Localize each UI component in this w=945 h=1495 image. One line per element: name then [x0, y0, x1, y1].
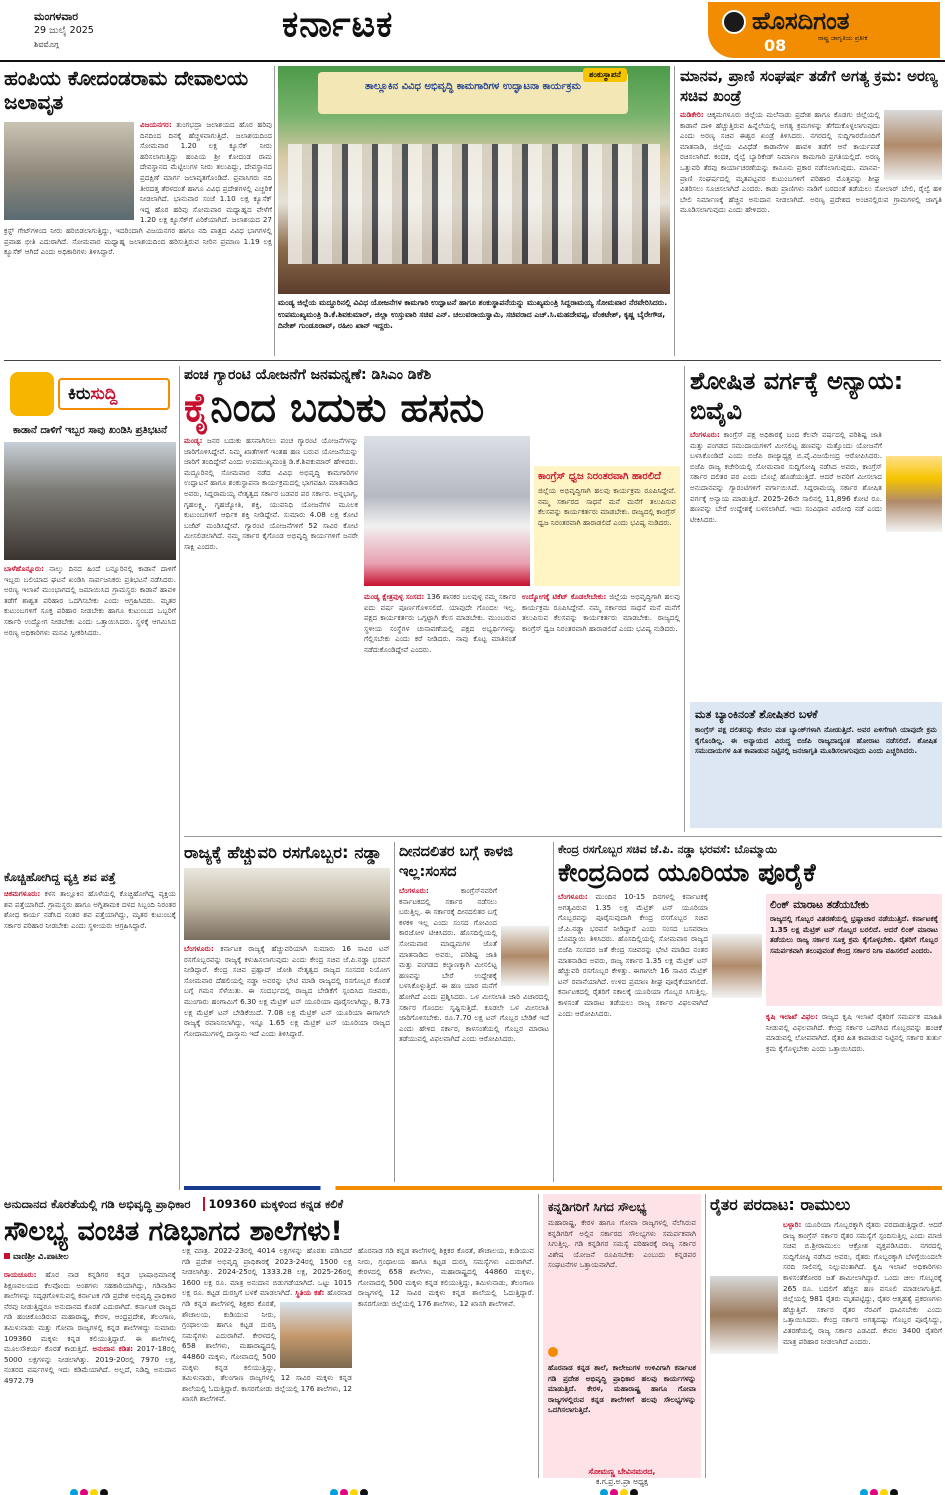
- divider: [674, 66, 675, 356]
- kiru-label-box: [58, 378, 170, 410]
- sub2-schools: ಸ್ಥಿತಿಯ ಕತೆ:: [295, 1288, 325, 1298]
- section-title: ಕರ್ನಾಟಕ: [282, 4, 394, 45]
- kicker-schools-b: 109360 ಮಕ್ಕಳಿಂದ ಕನ್ನಡ ಕಲಿಕೆ: [203, 1197, 348, 1211]
- event-stage-photo: [278, 66, 670, 294]
- school-building-photo: [280, 1302, 352, 1368]
- headline-nadda: ರಾಜ್ಯಕ್ಕೆ ಹೆಚ್ಚುವರಿ ರಸಗೊಬ್ಬರ: ನಡ್ಡಾ: [184, 843, 382, 862]
- dateline-schools: ರಾಯಚೂರು:: [4, 1270, 37, 1279]
- headline-kannadigas: ಕನ್ನಡಿಗರಿಗೆ ಸಿಗದ ಸೌಲಭ್ಯ: [548, 1200, 647, 1214]
- body-text-khandre: ಚಿಕ್ಕಮಗಳೂರು ಜಿಲ್ಲೆಯ ಮಲೆನಾಡು ಪ್ರದೇಶ ಹಾಗೂ ಕೊಡಗು ಜಿಲ್ಲೆಯಲ್ಲಿ ಕಾಡಾನೆ ದಾಳಿ ಹೆಚ್ಚುತ್ತಿರುವ ಹಿನ್ನೆಲೆಯಲ್ಲಿ ಅಗತ್ಯ ಕ್ರಮಗಳನ್ನು ತೆಗೆದುಕೊಳ್ಳಲಾಗುವುದು ಎಂದು ಅರಣ್ಯ ಸಚಿವ ಈಶ್ವರ ಖಂಡ್ರೆ ತಿಳಿಸಿದರು. ನಗರದಲ್ಲಿ ಸುದ್ದಿಗಾರರೊಂದಿಗೆ ಮಾತನಾಡಿ, ಜಿಲ್ಲೆಯ ವಿವಿಧೆಡೆ ಕಾಡಾನೆಗಳ ಹಾವಳಿ ತಡೆಗೆ ಆನೆ ಕಾರ್ಯಪಡೆ ರಚಿಸಲಾಗಿದೆ. ಕಂದಕ, ರೈಲ್ವೆ ಬ್ಯಾರಿಕೇಡ್ ನಿರ್ಮಾಣ ಕಾಮಗಾರಿ ಪ್ರಗತಿಯಲ್ಲಿದೆ. ಅರಣ್ಯ ಒತ್ತುವರಿ ತೆರವು ಕಾರ್ಯಾಚರಣೆಯನ್ನು ಕಾನೂನು ಪ್ರಕಾರ ನಡೆಸಲಾಗುವುದು. ಮಾನವ-ಪ್ರಾಣಿ ಸಂಘರ್ಷದಲ್ಲಿ ಮೃತಪಟ್ಟವರ ಕುಟುಂಬಗಳಿಗೆ ಪರಿಹಾರ ಮೊತ್ತವನ್ನು ಶೀಘ್ರ ವಿತರಿಸಲು ಸೂಚಿಸಲಾಗಿದೆ ಎಂದರು. ಕಾಡು ಪ್ರಾಣಿಗಳು ನಾಡಿಗೆ ಬರದಂತೆ ತಡೆಯಲು ಸೋಲಾರ್ ಬೇಲಿ, ರೈಲ್ವೆ ಹಳಿ ಬೇಲಿ ನಿರ್ಮಾಣಕ್ಕೆ ಹೆಚ್ಚಿನ ಅನುದಾನ ನೀಡಲಾಗಿದೆ. ಅರಣ್ಯ ಪ್ರದೇಶದ ಅಂಚಿನಲ್ಲಿರುವ ಗ್ರಾಮಗಳಲ್ಲಿ ಜಾಗೃತಿ ಮೂಡಿಸಲಾಗುವುದು ಎಂದು ಹೇಳಿದರು.: [680, 110, 942, 215]
- col-bommai-2: [766, 1012, 942, 1182]
- headline-ramulu: ರೈತರ ಪರದಾಟ: ರಾಮುಲು: [710, 1195, 851, 1214]
- masthead: [0, 0, 945, 62]
- khandre-portrait: [884, 110, 942, 180]
- body-text-guarantee: ಜನರ ಬದುಕು ಹಸನಾಗಿಸಲು ಪಂಚ ಗ್ಯಾರಂಟಿ ಯೋಜನೆಗಳನ್ನು ಜಾರಿಗೊಳಿಸಿದ್ದೇವೆ. ನಿಮ್ಮ ಖಾತೆಗಳಿಗೆ ಇಂತಹ ಹಣ ಬರುವ ಯೋಜನೆಯನ್ನು ಜಾರಿಗೆ ತಂದಿದ್ದೇವೆ ಎಂದು ಉಪಮುಖ್ಯಮಂತ್ರಿ ಡಿ.ಕೆ.ಶಿವಕುಮಾರ್ ಹೇಳಿದರು. ಮದ್ದೂರಿನಲ್ಲಿ ಸೋಮವಾರ ನಡೆದ ವಿವಿಧ ಅಭಿವೃದ್ಧಿ ಕಾಮಗಾರಿಗಳ ಉದ್ಘಾಟನೆ ಹಾಗೂ ಶಂಕುಸ್ಥಾಪನಾ ಕಾರ್ಯಕ್ರಮದಲ್ಲಿ ಭಾಗವಹಿಸಿ ಮಾತನಾಡಿದ ಅವರು, ಸಿದ್ದರಾಮಯ್ಯ ನೇತೃತ್ವದ ಸರ್ಕಾರ ಬಡವರ ಪರ ಸರ್ಕಾರ. ಅನ್ನಭಾಗ್ಯ, ಗೃಹಲಕ್ಷ್ಮಿ, ಗೃಹಜ್ಯೋತಿ, ಶಕ್ತಿ, ಯುವನಿಧಿ ಯೋಜನೆಗಳ ಮೂಲಕ ಕುಟುಂಬಗಳಿಗೆ ಆರ್ಥಿಕ ಶಕ್ತಿ ನೀಡಿದ್ದೇವೆ. ಸುಮಾರು 4.08 ಲಕ್ಷ ಕೋಟಿ ಬಜೆಟ್ ಮಂಡಿಸಿದ್ದೇವೆ. ಗ್ಯಾರಂಟಿ ಯೋಜನೆಗಳಿಗೆ 52 ಸಾವಿರ ಕೋಟಿ ಮೀಸಲಿಡಲಾಗಿದೆ. ನಮ್ಮ ಸರ್ಕಾರ ಕೈಗೊಂಡ ಅಭಿವೃದ್ಧಿ ಕಾರ್ಯಗಳಿಗೆ ಜನರೇ ಸಾಕ್ಷಿ ಎಂದರು.: [184, 436, 358, 551]
- brand-plate: [708, 2, 940, 58]
- kicker-guarantee: ಪಂಚ ಗ್ಯಾರಂಟಿ ಯೋಜನೆಗೆ ಜನಮನ್ನಣೆ: ಡಿಸಿಎಂ ಡಿಕೆಶಿ: [184, 367, 432, 383]
- body-text-body-found: ಕಳಸ ತಾಲ್ಲೂಕಿನ ಹೊಳೆಯಲ್ಲಿ ಕೊಚ್ಚಿಹೋಗಿದ್ದ ವ್ಯಕ್ತಿಯ ಶವ ಪತ್ತೆಯಾಗಿದೆ. ಗ್ರಾಮಸ್ಥರು ಹಾಗೂ ಅಗ್ನಿಶಾಮಕ ದಳದ ಸಿಬ್ಬಂದಿ ನಿರಂತರ ಶೋಧ ಕಾರ್ಯ ನಡೆಸಿದ ನಂತರ ಶವ ಪತ್ತೆಯಾಗಿದ್ದು, ಮೃತರ ಕುಟುಂಬಕ್ಕೆ ಸರ್ಕಾರ ಪರಿಹಾರ ನೀಡಬೇಕು ಎಂದು ಸ್ಥಳೀಯರು ಆಗ್ರಹಿಸಿದ್ದಾರೆ.: [4, 889, 176, 930]
- cyan-dot: [70, 1489, 78, 1495]
- col-schools-3: [358, 1246, 534, 1478]
- magenta-dot: [870, 1489, 878, 1495]
- divider: [274, 66, 275, 356]
- sub-bommai: ಕೃಷಿ ಇಲಾಖೆ ವಿಫಲ:: [766, 1012, 818, 1021]
- dateline-bommai: ಬೆಂಗಳೂರು:: [558, 892, 588, 901]
- divider: [553, 842, 554, 1182]
- masthead-day: ಮಂಗಳವಾರ: [34, 10, 79, 23]
- article-bommai: [558, 842, 942, 1182]
- nadda-meeting-photo: [184, 868, 390, 940]
- cyan-dot: [860, 1489, 868, 1495]
- body-guarantee-cont: ಜಿಲ್ಲೆಯ ಅಭಿವೃದ್ಧಿಗಾಗಿ ಹಲವು ಕಾರ್ಯಕ್ರಮ ರೂಪಿಸಿದ್ದೇವೆ. ನಮ್ಮ ಸರ್ಕಾರದ ಸಾಧನೆ ಮನೆ ಮನೆಗೆ ತಲುಪಿಸುವ ಕೆಲಸವನ್ನು ಕಾರ್ಯಕರ್ತರು ಮಾಡಬೇಕು. ರಾಜ್ಯದಲ್ಲಿ ಕಾಂಗ್ರೆಸ್ ಧ್ವಜ ನಿರಂತರವಾಗಿ ಹಾರಾಡಲಿದೆ ಎಂದು ಭವಿಷ್ಯ ನುಡಿದರು.: [522, 592, 680, 633]
- magenta-dot: [80, 1489, 88, 1495]
- body-text-bommai: ಮುಂದಿನ 10-15 ದಿನಗಳಲ್ಲಿ ಕರ್ನಾಟಕಕ್ಕೆ ಅಗತ್ಯವಿರುವ 1.35 ಲಕ್ಷ ಮೆಟ್ರಿಕ್ ಟನ್ ಯೂರಿಯಾ ಗೊಬ್ಬರವನ್ನು ಪೂರೈಸುವುದಾಗಿ ಕೇಂದ್ರ ರಸಗೊಬ್ಬರ ಸಚಿವ ಜೆ.ಪಿ.ನಡ್ಡಾ ಭರವಸೆ ನೀಡಿದ್ದಾರೆ ಎಂದು ಸಂಸದ ಬಸವರಾಜ ಬೊಮ್ಮಾಯಿ ತಿಳಿಸಿದರು. ಹೊಸದಿಲ್ಲಿಯಲ್ಲಿ ಸೋಮವಾರ ರಾಜ್ಯದ ಬಿಜೆಪಿ ಸಂಸದರ ಜತೆ ಕೇಂದ್ರ ಸಚಿವರನ್ನು ಭೇಟಿ ಮಾಡಿದ ನಂತರ ಮಾತನಾಡಿದ ಅವರು, ರಾಜ್ಯ ಸರ್ಕಾರ 1.35 ಲಕ್ಷ ಮೆಟ್ರಿಕ್ ಟನ್ ಹೆಚ್ಚುವರಿ ರಸಗೊಬ್ಬರ ಕೇಳಿತ್ತು. ಈಗಾಗಲೇ 16 ಸಾವಿರ ಮೆಟ್ರಿಕ್ ಟನ್ ರವಾನೆಯಾಗಿದೆ. ಉಳಿದ ಪ್ರಮಾಣ ಶೀಘ್ರ ಪೂರೈಕೆಯಾಗಲಿದೆ. ಕರ್ನಾಟಕದಲ್ಲಿ ರೈತರಿಗೆ ಸಕಾಲಕ್ಕೆ ಯೂರಿಯಾ ಗೊಬ್ಬರ ಸಿಗುತ್ತಿಲ್ಲ. ಕಾಳಸಂತೆ ಮಾರಾಟ ತಡೆಯಲು ರಾಜ್ಯ ಸರ್ಕಾರ ವಿಫಲವಾಗಿದೆ ಎಂದು ಆರೋಪಿಸಿದರು.: [558, 892, 708, 1018]
- hampi-temple-photo: [4, 122, 134, 220]
- divider: [705, 1194, 706, 1478]
- ramulu-portrait: [710, 1276, 778, 1354]
- black-dot: [360, 1489, 368, 1495]
- body-text-kiru: ನಾಲ್ಕು ದಿನದ ಹಿಂದೆ ಬನ್ನೂರಿನಲ್ಲಿ ಕಾಡಾನೆ ದಾಳಿಗೆ ಇಬ್ಬರು ಬಲಿಯಾದ ಘಟನೆ ಖಂಡಿಸಿ ಸಾರ್ವಜನಿಕರು ಪ್ರತಿಭಟನೆ ನಡೆಸಿದರು. ಅರಣ್ಯ ಇಲಾಖೆ ಮುಂಭಾಗದಲ್ಲಿ ಜಮಾಯಿಸಿದ ಗ್ರಾಮಸ್ಥರು ಕಾಡಾನೆ ಹಾವಳಿ ತಡೆಗೆ ಶಾಶ್ವತ ಪರಿಹಾರ ಒದಗಿಸಬೇಕು ಎಂದು ಆಗ್ರಹಿಸಿದರು. ಮೃತರ ಕುಟುಂಬಗಳಿಗೆ ಸೂಕ್ತ ಪರಿಹಾರ ನೀಡಬೇಕು ಹಾಗೂ ಕುಟುಂಬದ ಒಬ್ಬರಿಗೆ ಸರ್ಕಾರಿ ಉದ್ಯೋಗ ನೀಡಬೇಕು ಎಂದು ಒತ್ತಾಯಿಸಿದರು. ಸ್ಥಳಕ್ಕೆ ಆಗಮಿಸಿದ ಅರಣ್ಯ ಅಧಿಕಾರಿಗಳು ಮನವಿ ಸ್ವೀಕರಿಸಿದರು.: [4, 564, 176, 637]
- dateline-kiru: ಬಾಳೆಹೊನ್ನೂರು:: [4, 564, 45, 573]
- registration-marks-right: [600, 1482, 640, 1495]
- divider: [184, 836, 942, 837]
- event-caption: ಮಂಡ್ಯ ಜಿಲ್ಲೆಯ ಮದ್ದೂರಿನಲ್ಲಿ ವಿವಿಧ ಯೋಜನೆಗಳ ಕಾಮಗಾರಿ ಉದ್ಘಾಟನೆ ಹಾಗೂ ಶಂಕುಸ್ಥಾಪನೆಯನ್ನು ಮುಖ್ಯಮಂತ್ರಿ ಸಿದ್ದರಾಮಯ್ಯ ಸೋಮವಾರ ನೆರವೇರಿಸಿದರು. ಉಪಮುಖ್ಯಮಂತ್ರಿ ಡಿ.ಕೆ.ಶಿವಕುಮಾರ್, ಜಿಲ್ಲಾ ಉಸ್ತುವಾರಿ ಸಚಿವ ಎನ್. ಚಲುವರಾಯಸ್ವಾಮಿ, ಸಚಿವರಾದ ಎಚ್.ಸಿ.ಮಹದೇವಪ್ಪ, ವೆಂಕಟೇಶ್, ಕೃಷ್ಣ ಬೈರೇಗೌಡ, ದಿನೇಶ್ ಗುಂಡೂರಾವ್, ರಹೀಂ ಖಾನ್ ಇದ್ದರು.: [278, 298, 668, 330]
- event-tag: ಶಂಕುಸ್ಥಾಪನೆ: [583, 68, 627, 82]
- black-dot: [630, 1489, 638, 1495]
- box-body-link-sale: ರಾಜ್ಯದಲ್ಲಿ ಗೊಬ್ಬರ ವಿತರಣೆಯಲ್ಲಿ ಭ್ರಷ್ಟಾಚಾರ ನಡೆಯುತ್ತಿದೆ. ಕರ್ನಾಟಕಕ್ಕೆ 1.35 ಲಕ್ಷ ಮೆಟ್ರಿಕ್ ಟನ್ ಗೊಬ್ಬರ ಬರಲಿದೆ. ಆದರೆ ಲಿಂಕ್ ಮಾರಾಟ ತಡೆಯಲು ರಾಜ್ಯ ಸರ್ಕಾರ ಸೂಕ್ತ ಕ್ರಮ ಕೈಗೊಳ್ಳಬೇಕು. ರೈತರಿಗೆ ಗೊಬ್ಬರ ಸಮರ್ಪಕವಾಗಿ ತಲುಪುವಂತೆ ಕೇಂದ್ರ ಸರ್ಕಾರ ನಿಗಾ ವಹಿಸಲಿದೆ ಎಂದರು.: [770, 914, 938, 955]
- protest-photo: [4, 442, 176, 560]
- col-guarantee-1: [184, 436, 358, 832]
- dateline-byv: ಬೆಂಗಳೂರು:: [690, 430, 720, 439]
- col-bommai-1: [558, 892, 708, 1182]
- yellow-dot: [350, 1489, 358, 1495]
- box-link-sale: [766, 894, 942, 1006]
- col-schools-2: [182, 1246, 352, 1478]
- article-hampi: [4, 66, 272, 356]
- kicker-bommai: ಕೇಂದ್ರ ರಸಗೊಬ್ಬರ ಸಚಿವ ಜೆ.ಪಿ. ನಡ್ಡಾ ಭರವಸೆ: ಬೊಮ್ಮಾಯಿ: [558, 843, 778, 856]
- dateline-nadda: ಬೆಂಗಳೂರು:: [184, 944, 214, 953]
- article-kannadigas: [543, 1194, 701, 1486]
- body-kannadigas: ಮಹಾರಾಷ್ಟ್ರ, ಕೇರಳ ಹಾಗೂ ಗೋವಾ ರಾಜ್ಯಗಳಲ್ಲಿ ನೆಲೆಸಿರುವ ಕನ್ನಡಿಗರಿಗೆ ಅಲ್ಲಿನ ಸರ್ಕಾರದ ಸೌಲಭ್ಯಗಳು ಸಮರ್ಪಕವಾಗಿ ಸಿಗುತ್ತಿಲ್ಲ. ಗಡಿ ಕನ್ನಡಿಗರ ಸಮಸ್ಯೆ ಪರಿಹಾರಕ್ಕೆ ರಾಜ್ಯ ಸರ್ಕಾರ ವಿಶೇಷ ಯೋಜನೆ ರೂಪಿಸಬೇಕು ಎಂಬುದು ಕನ್ನಡಪರ ಸಂಘಟನೆಗಳ ಒತ್ತಾಯವಾಗಿದೆ.: [548, 1218, 696, 1270]
- inner-box-flag: [534, 466, 680, 586]
- headline-hampi: ಹಂಪಿಯ ಕೋದಂಡರಾಮ ದೇವಾಲಯ ಜಲಾವೃತ: [4, 66, 249, 114]
- article-karjol: [399, 842, 549, 1182]
- cyan-dot: [600, 1489, 608, 1495]
- black-dot: [100, 1489, 108, 1495]
- article-kiru-suddi: [4, 366, 176, 866]
- col-schools-1: [4, 1270, 176, 1478]
- quote-dot-icon: [548, 1347, 558, 1357]
- divider: [179, 366, 180, 1190]
- headline-khandre: ಮಾನವ, ಪ್ರಾಣಿ ಸಂಘರ್ಷ ತಡೆಗೆ ಅಗತ್ಯ ಕ್ರಮ: ಅರಣ್ಯ ಸಚಿವ ಖಂಡ್ರೆ: [680, 67, 938, 105]
- dateline-hampi: ವಿಜಯನಗರ:: [140, 120, 172, 129]
- dateline-karjol: ಬೆಂಗಳೂರು:: [399, 886, 429, 895]
- black-dot: [890, 1489, 898, 1495]
- body-khandre: [680, 110, 942, 350]
- article-byv: [690, 366, 942, 832]
- bommai-portrait: [712, 934, 762, 998]
- event-people-row: [288, 144, 660, 264]
- headline-rest: ನಿಂದ ಬದುಕು ಹಸನು: [210, 385, 485, 431]
- dateline-khandre: ಮಡಿಕೇರಿ:: [680, 110, 704, 119]
- kiru-label-b: ಸುದ್ದಿ: [90, 384, 118, 404]
- body-ramulu: [710, 1220, 942, 1478]
- quote-box-kannadigas: [548, 1342, 696, 1487]
- brand-name: ಹೊಸದಿಗಂತ: [752, 7, 850, 35]
- headline-schools: ಸೌಲಭ್ಯ ವಂಚಿತ ಗಡಿಭಾಗದ ಶಾಲೆಗಳು!: [4, 1216, 343, 1247]
- body-text-karjol: ಕಾಂಗ್ರೆಸ್‌ನವರಿಗೆ ಕರ್ನಾಟಕದಲ್ಲಿ ಸರ್ಕಾರ ನಡೆಸಲು ಬರುತ್ತಿಲ್ಲ. ಈ ಸರ್ಕಾರಕ್ಕೆ ದೀನದಲಿತರ ಬಗ್ಗೆ ಕಳಕಳಿ ಇಲ್ಲ ಎಂದು ಸಂಸದ ಗೋವಿಂದ ಕಾರಜೋಳ ಟೀಕಿಸಿದರು. ಹೊಸದಿಲ್ಲಿಯಲ್ಲಿ ಸೋಮವಾರ ಮಾಧ್ಯಮಗಳ ಜೊತೆ ಮಾತನಾಡಿದ ಅವರು, ಪರಿಶಿಷ್ಟ ಜಾತಿ ಮತ್ತು ಪಂಗಡದ ಕಲ್ಯಾಣಕ್ಕಾಗಿ ಮೀಸಲಿಟ್ಟ ಹಣವನ್ನು ಬೇರೆ ಉದ್ದೇಶಕ್ಕೆ ಬಳಸಿಕೊಳ್ಳುತ್ತಿದೆ. ಈ ಹಣ ಯಾರ ಮನೆಗೆ ಹೋಗಿದೆ ಎಂದು ಪ್ರಶ್ನಿಸಿದರು. ಒಳ ಮೀಸಲಾತಿ ಜಾರಿ ವಿಚಾರದಲ್ಲಿ ಸರ್ಕಾರ ಗೊಂದಲ ಸೃಷ್ಟಿಸುತ್ತಿದೆ. ಕೂಡಲೇ ಒಳ ಮೀಸಲಾತಿ ಜಾರಿಗೊಳಿಸಬೇಕು. ರೂ.7.70 ಲಕ್ಷ ಟನ್ ಗೊಬ್ಬರ ಬೇಡಿಕೆ ಇದೆ ಎಂದು ಹೇಳಿದ ಸರ್ಕಾರ, ಕಾಳಸಂತೆಯಲ್ಲಿ ಗೊಬ್ಬರ ಮಾರಾಟ ತಡೆಯುವಲ್ಲಿ ವಿಫಲವಾಗಿದೆ ಎಂದು ಆರೋಪಿಸಿದರು.: [399, 886, 549, 1044]
- quote-name-kannadigas: ಸೋಮಣ್ಣ ಬೇವಿನಮರದ,: [588, 1467, 656, 1476]
- body-text-byv: ಕಾಂಗ್ರೆಸ್ ಪಕ್ಷ ಅಧಿಕಾರಕ್ಕೆ ಬಂದ ಕೆಲವೇ ವರ್ಷದಲ್ಲಿ ಪರಿಶಿಷ್ಟ ಜಾತಿ ಮತ್ತು ಪಂಗಡದ ಸಮುದಾಯಗಳಿಗೆ ಮೀಸಲಿಟ್ಟ ಹಣವನ್ನು ಮತ್ತೊಂದು ಯೋಜನೆಗೆ ಬಳಸಿಕೊಂಡಿದೆ ಎಂದು ಬಿಜೆಪಿ ರಾಜ್ಯಾಧ್ಯಕ್ಷ ಬಿ.ವೈ.ವಿಜಯೇಂದ್ರ ಆರೋಪಿಸಿದರು. ಬಿಜೆಪಿ ರಾಜ್ಯ ಕಚೇರಿಯಲ್ಲಿ ಸೋಮವಾರ ಸುದ್ದಿಗೋಷ್ಠಿ ನಡೆಸಿದ ಅವರು, ಕಾಂಗ್ರೆಸ್ ಸರ್ಕಾರ ದಲಿತರ ಪರ ಎಂದು ಬೊಬ್ಬೆ ಹೊಡೆಯುತ್ತಿದೆ. ಆದರೆ ಅವರಿಗೆ ಮೀಸಲಾದ ಅನುದಾನವನ್ನು ಗ್ಯಾರಂಟಿಗಳಿಗೆ ವರ್ಗಾಯಿಸಿದೆ. ಸಿದ್ದರಾಮಯ್ಯ ಸರ್ಕಾರ ಶೋಷಿತ ವರ್ಗಕ್ಕೆ ಅನ್ಯಾಯ ಮಾಡುತ್ತಿದೆ. 2025-26ನೇ ಸಾಲಿನಲ್ಲಿ 11,896 ಕೋಟಿ ರೂ. ಹಣವನ್ನು ಬೇರೆ ಉದ್ದೇಶಕ್ಕೆ ಬಳಸಲಾಗಿದೆ. ಇದು ಸಂವಿಧಾನ ವಿರೋಧಿ ನಡೆ ಎಂದು ಟೀಕಿಸಿದರು.: [690, 430, 882, 524]
- headline-karjol: ದೀನದಲಿತರ ಬಗ್ಗೆ ಕಾಳಜಿ ಇಲ್ಲ:ಸಂಸದ: [399, 844, 513, 880]
- divider: [684, 366, 685, 832]
- body3-schools: ಹೊರನಾಡ ಗಡಿ ಕನ್ನಡ ಶಾಲೆಗಳಲ್ಲಿ ಶಿಕ್ಷಕರ ಕೊರತೆ, ಶೌಚಾಲಯ, ಕುಡಿಯುವ ನೀರು, ಗ್ರಂಥಾಲಯ ಹಾಗೂ ಕಟ್ಟಡ ದುರಸ್ತಿ ಸಮಸ್ಯೆಗಳು ಎದುರಾಗಿವೆ. ಕೇರಳದಲ್ಲಿ 658 ಶಾಲೆಗಳು, ಮಹಾರಾಷ್ಟ್ರದಲ್ಲಿ 44860 ಮಕ್ಕಳು, ಗೋವಾದಲ್ಲಿ 500 ಮಕ್ಕಳು ಕನ್ನಡ ಕಲಿಯುತ್ತಿದ್ದು, ತಮಿಳುನಾಡು, ತೆಲಂಗಾಣ ರಾಜ್ಯಗಳಲ್ಲಿ 12 ಸಾವಿರ ಮಕ್ಕಳು ಕನ್ನಡ ಶಾಲೆಯಲ್ಲಿ ಓದುತ್ತಿದ್ದಾರೆ. ಕಾಸರಗೋಡು ಜಿಲ್ಲೆಯಲ್ಲಿ 176 ಶಾಲೆಗಳು, 12 ಖಾಸಗಿ ಶಾಲೆಗಳಿವೆ.: [182, 1288, 352, 1404]
- headline-byv: ಶೋಷಿತ ವರ್ಗಕ್ಕೆ ಅನ್ಯಾಯ: ಬಿವೈವಿ: [690, 367, 904, 425]
- body2-guarantee: 136 ಶಾಸಕರ ಬಲವುಳ್ಳ ನಮ್ಮ ಸರ್ಕಾರ ಐದು ವರ್ಷ ಪೂರ್ಣಗೊಳಿಸಲಿದೆ. ಯಾವುದೇ ಗೊಂದಲ ಇಲ್ಲ. ಪಕ್ಷದ ಕಾರ್ಯಕರ್ತರು ಒಗ್ಗಟ್ಟಾಗಿ ಕೆಲಸ ಮಾಡಬೇಕು. ಮುಂಬರುವ ಸ್ಥಳೀಯ ಸಂಸ್ಥೆಗಳ ಚುನಾವಣೆಯಲ್ಲಿ ಪಕ್ಷದ ಅಭ್ಯರ್ಥಿಗಳನ್ನು ಗೆಲ್ಲಿಸಬೇಕು ಎಂದು ಕರೆ ನೀಡಿದರು. ನಾವು ಕೊಟ್ಟ ಮಾತಿನಂತೆ ನಡೆದುಕೊಂಡಿದ್ದೇವೆ ಎಂದರು.: [364, 592, 516, 654]
- body-byv: [690, 430, 942, 698]
- magenta-dot: [340, 1489, 348, 1495]
- masthead-city: ಶಿವಮೊಗ್ಗ: [34, 40, 59, 49]
- box-title-link-sale: ಲಿಂಕ್ ಮಾರಾಟ ತಡೆಯಬೇಕು: [770, 899, 869, 911]
- body-text-schools: ಹೊರ ನಾಡ ಕನ್ನಡಿಗರ ಕನ್ನಡ ಭಾಷಾಭಿಮಾನಕ್ಕೆ ಶಿಕ್ಷಣವಲಯದ ಕೆಲವೊಂದು ಅಂಶಗಳು ಸಹಕಾರಿಯಾಗಿದ್ದು, ಗಡಿನಾಡಿನ ಶಾಲೆಗಳನ್ನು ಸದೃಢಗೊಳಿಸುವಲ್ಲಿ ಕರ್ನಾಟಕ ಗಡಿ ಪ್ರದೇಶ ಅಭಿವೃದ್ಧಿ ಪ್ರಾಧಿಕಾರ ನೆರವು ನೀಡುತ್ತಿದ್ದರೂ ಅನುದಾನದ ಕೊರತೆ ಎದುರಾಗಿದೆ. ಕರ್ನಾಟಕ ರಾಜ್ಯದ ಗಡಿ ಹಂಚಿಕೊಂಡಿರುವ ಮಹಾರಾಷ್ಟ್ರ, ಕೇರಳ, ಆಂಧ್ರಪ್ರದೇಶ, ತೆಲಂಗಾಣ, ತಮಿಳುನಾಡು ಮತ್ತು ಗೋವಾ ರಾಜ್ಯಗಳಲ್ಲಿ ಕನ್ನಡ ಶಾಲೆಗಳಿದ್ದು ಸುಮಾರು 109360 ಮಕ್ಕಳು ಕನ್ನಡ ಕಲಿಯುತ್ತಿದ್ದಾರೆ. ಈ ಶಾಲೆಗಳಲ್ಲಿ ಮೂಲಸೌಕರ್ಯ ಕೊರತೆ ಕಾಡುತ್ತಿದೆ.: [4, 1270, 176, 1354]
- divider: [4, 360, 941, 361]
- kicker-schools-a: ಅನುದಾನದ ಕೊರತೆಯಲ್ಲಿ ಗಡಿ ಅಭಿವೃದ್ಧಿ ಪ್ರಾಧಿಕಾರ: [4, 1197, 191, 1211]
- body-hampi: [4, 120, 272, 352]
- page-number: 08: [764, 36, 787, 55]
- quote-role-kannadigas: ಕ.ಗ.ಪ್ರ.ಅ.ಪ್ರಾ ಅಧ್ಯಕ್ಷ: [595, 1477, 649, 1486]
- dateline-body-found: ಚಿಕಮಗಳೂರು:: [4, 889, 41, 898]
- kicker-row-schools: [4, 1194, 534, 1214]
- yellow-dot: [620, 1489, 628, 1495]
- kiru-label-a: ಕಿರು: [68, 384, 91, 404]
- article-khandre: [680, 66, 942, 356]
- headline-hand: ಕೈ: [184, 385, 211, 431]
- event-banner-text: ತಾಲ್ಲೂಕಿನ ವಿವಿಧ ಅಭಿವೃದ್ಧಿ ಕಾಮಗಾರಿಗಳ ಉದ್ಘಾಟನಾ ಕಾರ್ಯಕ್ರಮ: [365, 81, 581, 92]
- col-guarantee-2: [364, 592, 516, 832]
- brand-tagline: ರಾಷ್ಟ್ರ ಜಾಗೃತಿಯ ಪ್ರತೀಕ: [818, 34, 868, 42]
- headline-bommai: ಕೇಂದ್ರದಿಂದ ಯೂರಿಯಾ ಪೂರೈಕೆ: [558, 858, 816, 887]
- cyan-dot: [330, 1489, 338, 1495]
- color-strip: [184, 1186, 942, 1190]
- article-mandya-event: [278, 66, 670, 356]
- divider: [394, 842, 395, 1182]
- body-body-found: [4, 889, 176, 1181]
- article-nadda: [184, 842, 390, 1182]
- inner-body-flag: ಜಿಲ್ಲೆಯ ಅಭಿವೃದ್ಧಿಗಾಗಿ ಹಲವು ಕಾರ್ಯಕ್ರಮ ರೂಪಿಸಿದ್ದೇವೆ. ನಮ್ಮ ಸರ್ಕಾರದ ಸಾಧನೆ ಮನೆ ಮನೆಗೆ ತಲುಪಿಸುವ ಕೆಲಸವನ್ನು ಕಾರ್ಯಕರ್ತರು ಮಾಡಬೇಕು. ರಾಜ್ಯದಲ್ಲಿ ಕಾಂಗ್ರೆಸ್ ಧ್ವಜ ನಿರಂತರವಾಗಿ ಹಾರಾಡಲಿದೆ ಎಂದು ಭವಿಷ್ಯ ನುಡಿದರು.: [538, 486, 676, 527]
- event-banner: [318, 72, 628, 114]
- dateline-ramulu: ಬಳ್ಳಾರಿ:: [783, 1220, 802, 1229]
- box-body-votebank: ಕಾಂಗ್ರೆಸ್ ಪಕ್ಷ ದಲಿತರನ್ನು ಕೇವಲ ಮತ ಬ್ಯಾಂಕ್‌ಗಳಾಗಿ ನೋಡುತ್ತಿದೆ. ಅವರ ಏಳಿಗೆಗಾಗಿ ಯಾವುದೇ ಕ್ರಮ ಕೈಗೊಂಡಿಲ್ಲ. ಈ ಅನ್ಯಾಯದ ವಿರುದ್ಧ ಬಿಜೆಪಿ ರಾಜ್ಯದಾದ್ಯಂತ ಹೋರಾಟ ನಡೆಸಲಿದೆ. ಶೋಷಿತ ಸಮುದಾಯಗಳ ಹಿತ ಕಾಪಾಡುವ ನಿಟ್ಟಿನಲ್ಲಿ ಜನಜಾಗೃತಿ ಮೂಡಿಸಲಾಗುವುದು ಎಂದು ಎಚ್ಚರಿಸಿದರು.: [695, 725, 937, 756]
- registration-marks-center: [330, 1482, 370, 1495]
- body-sub-schools: 2017-18ರಲ್ಲಿ 5000 ಲಕ್ಷಗಳನ್ನು ನೀಡಲಾಗಿತ್ತು. 2019-20ರಲ್ಲಿ 7970 ಲಕ್ಷ, ನಂತರದ ವರ್ಷಗಳಲ್ಲಿ ಇದು ಕಡಿಮೆಯಾಗಿದೆ. ಅಲ್ಲದೆ, ನಿಡಿದ್ದಿ ಅನುದಾನ 4972.79: [4, 1344, 176, 1385]
- kiru-suddi-badge: [4, 366, 176, 424]
- subhead-kiru: ಕಾಡಾನೆ ದಾಳಿಗೆ ಇಬ್ಬರ ಸಾವು ಖಂಡಿಸಿ ಪ್ರತಿಭಟನೆ: [12, 425, 168, 436]
- headline-guarantee: [184, 384, 680, 432]
- col-guarantee-3: [522, 592, 680, 832]
- registration-marks-far-right: [860, 1482, 900, 1495]
- quote-kannadigas: ಹೊರನಾಡ ಕನ್ನಡ ಶಾಲೆ, ಕಾಲೇಜುಗಳ ಉಳಿವಿಗಾಗಿ ಕರ್ನಾಟಕ ಗಡಿ ಪ್ರದೇಶ ಅಭಿವೃದ್ಧಿ ಪ್ರಾಧಿಕಾರ ಹಲವು ಕಾರ್ಯಗಳನ್ನು ಮಾಡುತ್ತಿದೆ. ಕೇರಳ, ಮಹಾರಾಷ್ಟ್ರ ಹಾಗೂ ಗೋವಾ ರಾಜ್ಯಗಳಲ್ಲಿರುವ ಕನ್ನಡ ಶಾಲೆಗಳಿಗೆ ಹಲವು ಸೌಲಭ್ಯಗಳನ್ನು ಒದಗಿಸಲಾಗುತ್ತಿದೆ.: [548, 1363, 696, 1415]
- yellow-dot: [880, 1489, 888, 1495]
- dateline-guarantee: ಮಂಡ್ಯ:: [184, 436, 203, 445]
- body-text-nadda: ಕರ್ನಾಟಕ ರಾಜ್ಯಕ್ಕೆ ಹೆಚ್ಚುವರಿಯಾಗಿ ಸುಮಾರು 16 ಸಾವಿರ ಟನ್ ರಸಗೊಬ್ಬರವನ್ನು ರಾಜ್ಯಕ್ಕೆ ಕಳುಹಿಸಲಾಗುವುದು ಎಂದು ಕೇಂದ್ರ ಸಚಿವ ಜೆ.ಪಿ.ನಡ್ಡಾ ಭರವಸೆ ನೀಡಿದ್ದಾರೆ. ಕೇಂದ್ರ ಸಚಿವ ಪ್ರಹ್ಲಾದ್ ಜೋಶಿ ನೇತೃತ್ವದ ರಾಜ್ಯದ ಸಂಸದರ ನಿಯೋಗ ಸೋಮವಾರ ದೆಹಲಿಯಲ್ಲಿ ನಡ್ಡಾ ಅವರನ್ನು ಭೇಟಿ ಮಾಡಿ ರಾಜ್ಯದಲ್ಲಿ ರಸಗೊಬ್ಬರ ಕೊರತೆ ಬಗ್ಗೆ ಗಮನ ಸೆಳೆಯಿತು. ಈ ಸಂದರ್ಭದಲ್ಲಿ ರಾಜ್ಯದ ಬೇಡಿಕೆಗೆ ಸ್ಪಂದಿಸಿದ ಸಚಿವರು, ಮುಂಗಾರು ಹಂಗಾಮಿಗೆ 6.30 ಲಕ್ಷ ಮೆಟ್ರಿಕ್ ಟನ್ ಯೂರಿಯಾ ಪೂರೈಸಲಾಗಿದ್ದು, 8.73 ಲಕ್ಷ ಮೆಟ್ರಿಕ್ ಟನ್ ಬೇಡಿಕೆಯಿದೆ. 7.08 ಲಕ್ಷ ಮೆಟ್ರಿಕ್ ಟನ್ ಯೂರಿಯಾ ಈಗಾಗಲೇ ರಾಜ್ಯಕ್ಕೆ ರವಾನಿಸಲಾಗಿದ್ದು, ಇನ್ನೂ 1.65 ಲಕ್ಷ ಮೆಟ್ರಿಕ್ ಟನ್ ಯೂರಿಯಾ ರಾಜ್ಯದ ಗೋದಾಮುಗಳಲ್ಲಿ ದಾಸ್ತಾನು ಇದೆ ಎಂದು ತಿಳಿಸಿದ್ದಾರೆ.: [184, 944, 390, 1038]
- byv-portrait: [886, 456, 942, 532]
- body-karjol: [399, 886, 549, 1176]
- magenta-dot: [610, 1489, 618, 1495]
- body3-schools-cont: ಹೊರನಾಡ ಗಡಿ ಕನ್ನಡ ಶಾಲೆಗಳಲ್ಲಿ ಶಿಕ್ಷಕರ ಕೊರತೆ, ಶೌಚಾಲಯ, ಕುಡಿಯುವ ನೀರು, ಗ್ರಂಥಾಲಯ ಹಾಗೂ ಕಟ್ಟಡ ದುರಸ್ತಿ ಸಮಸ್ಯೆಗಳು ಎದುರಾಗಿವೆ. ಕೇರಳದಲ್ಲಿ 658 ಶಾಲೆಗಳು, ಮಹಾರಾಷ್ಟ್ರದಲ್ಲಿ 44860 ಮಕ್ಕಳು, ಗೋವಾದಲ್ಲಿ 500 ಮಕ್ಕಳು ಕನ್ನಡ ಕಲಿಯುತ್ತಿದ್ದು, ತಮಿಳುನಾಡು, ತೆಲಂಗಾಣ ರಾಜ್ಯಗಳಲ್ಲಿ 12 ಸಾವಿರ ಮಕ್ಕಳು ಕನ್ನಡ ಶಾಲೆಯಲ್ಲಿ ಓದುತ್ತಿದ್ದಾರೆ. ಕಾಸರಗೋಡು ಜಿಲ್ಲೆಯಲ್ಲಿ 176 ಶಾಲೆಗಳು, 12 ಖಾಸಗಿ ಶಾಲೆಗಳಿವೆ.: [358, 1246, 534, 1308]
- masthead-date: 29 ಜುಲೈ 2025: [34, 25, 94, 36]
- divider: [538, 1194, 539, 1478]
- box-votebank: [690, 702, 942, 828]
- body2-bommai: ರಾಜ್ಯದ ಕೃಷಿ ಇಲಾಖೆ ರೈತರಿಗೆ ಸಮರ್ಪಕ ಮಾಹಿತಿ ನೀಡುವಲ್ಲಿ ವಿಫಲವಾಗಿದೆ. ಕೇಂದ್ರ ಸರ್ಕಾರ ಒದಗಿಸಿದ ಗೊಬ್ಬರವನ್ನು ಹಂಚಿಕೆ ಮಾಡುವಲ್ಲಿ ಲೋಪವಾಗಿದೆ. ರೈತರ ಹಿತ ಕಾಪಾಡುವ ನಿಟ್ಟಿನಲ್ಲಿ ಸರ್ಕಾರ ತುರ್ತು ಕ್ರಮ ಕೈಗೊಳ್ಳಬೇಕು ಎಂದು ಒತ್ತಾಯಿಸಿದರು.: [766, 1012, 942, 1053]
- hand-icon: [10, 372, 54, 416]
- body2-schools: ಲಕ್ಷ ಮಾತ್ರ. 2022-23ರಲ್ಲಿ 4014 ಲಕ್ಷಗಳನ್ನು ಹೊರತು ಪಡಿಸಿದರೆ ಗಡಿ ಪ್ರದೇಶ ಅಭಿವೃದ್ಧಿ ಪ್ರಾಧಿಕಾರಕ್ಕೆ 2023-24ರಲ್ಲಿ 1500 ಲಕ್ಷ ನೀಡಲಾಗಿತ್ತು. 2024-25ರಲ್ಲಿ 1333.28 ಲಕ್ಷ, 2025-26ರಲ್ಲಿ 1600 ಲಕ್ಷ ರೂ. ಮಾತ್ರ ಅನುದಾನ ಬಿಡುಗಡೆಯಾಗಿದೆ. ಒಟ್ಟು 1015 ಲಕ್ಷ ರೂ. ಕಟ್ಟಡ ದುರಸ್ತಿಗೆ ಬಳಕೆ ಮಾಡಲಾಗಿದೆ.: [182, 1246, 352, 1298]
- byline-name-schools: ವಾಣಿಶ್ರೀ ವಿ.ಪಾಟೀಲ: [13, 1252, 69, 1262]
- article-body-found: [4, 870, 176, 1190]
- dateline-block: [34, 10, 94, 52]
- sub-guarantee-2: ಉದ್ಯೋಗಕ್ಕೆ ಟಿಕೆಟ್ ಕೊಡಲೇಬೇಕು:: [522, 592, 607, 601]
- body-kiru: [4, 564, 176, 854]
- yellow-dot: [90, 1489, 98, 1495]
- sub-guarantee-1: ಮಂಡ್ಯ ಕ್ಷೇತ್ರವುಳ್ಳ ಸಂಸದ:: [364, 592, 425, 601]
- article-guarantee: [184, 366, 680, 832]
- dks-speech-photo: [364, 436, 530, 586]
- headline-body-found: ಕೊಚ್ಚಿಹೋಗಿದ್ದ ವ್ಯಕ್ತಿ ಶವ ಪತ್ತೆ: [4, 870, 116, 884]
- brand-logo-icon: [722, 10, 746, 34]
- body-text-ramulu: ಯೂರಿಯಾ ಗೊಬ್ಬರಕ್ಕಾಗಿ ರೈತರು ಪರದಾಡುತ್ತಿದ್ದಾರೆ. ಆದರೆ ರಾಜ್ಯ ಕಾಂಗ್ರೆಸ್ ಸರ್ಕಾರ ರೈತರ ಸಮಸ್ಯೆಗೆ ಸ್ಪಂದಿಸುತ್ತಿಲ್ಲ ಎಂದು ಮಾಜಿ ಸಚಿವ ಬಿ.ಶ್ರೀರಾಮುಲು ಆಕ್ರೋಶ ವ್ಯಕ್ತಪಡಿಸಿದರು. ನಗರದಲ್ಲಿ ಸುದ್ದಿಗೋಷ್ಠಿ ನಡೆಸಿದ ಅವರು, ರೈತರು ಗೊಬ್ಬರಕ್ಕಾಗಿ ಬೆಳಗ್ಗೆಯಿಂದಲೇ ಸರದಿ ಸಾಲಿನಲ್ಲಿ ನಿಲ್ಲುವಂತಾಗಿದೆ. ಕೃಷಿ ಇಲಾಖೆ ಅಧಿಕಾರಿಗಳು ಕಾಳಸಂತೆಕೋರರ ಜತೆ ಶಾಮೀಲಾಗಿದ್ದಾರೆ. ಒಂದು ಚೀಲ ಗೊಬ್ಬರಕ್ಕೆ 265 ರೂ. ಬದಲಿಗೆ ಹೆಚ್ಚಿನ ಹಣ ವಸೂಲಿ ಮಾಡಲಾಗುತ್ತಿದೆ. ಜಿಲ್ಲೆಯಲ್ಲಿ 981 ರೈತರು ಮೃತಪಟ್ಟಿದ್ದು, ರೈತರ ಆತ್ಮಹತ್ಯೆ ಪ್ರಕರಣಗಳು ಹೆಚ್ಚುತ್ತಿವೆ. ಸರ್ಕಾರ ರೈತರ ನೆರವಿಗೆ ಧಾವಿಸಬೇಕು ಎಂದು ಒತ್ತಾಯಿಸಿದರು. ಕೇಂದ್ರ ಸರ್ಕಾರ ಅಗತ್ಯದಷ್ಟು ಗೊಬ್ಬರ ಪೂರೈಸಿದ್ದು, ವಿತರಣೆಯಲ್ಲಿ ರಾಜ್ಯ ಸರ್ಕಾರ ಎಡವಿದೆ. ಕೇವಲ 3400 ರೈತರಿಗೆ ಮಾತ್ರ ಪರಿಹಾರ ನೀಡಲಾಗಿದೆ ಎಂದರು.: [783, 1220, 942, 1346]
- box-title-votebank: ಮತ ಬ್ಯಾಂಕಿನಂತೆ ಶೋಷಿತರ ಬಳಕೆ: [695, 708, 818, 721]
- body-text-hampi: ತುಂಗಭದ್ರಾ ಜಲಾಶಯದ ಹೊರ ಹರಿವು ದಿನದಿಂದ ದಿನಕ್ಕೆ ಹೆಚ್ಚಳವಾಗುತ್ತಿದೆ. ಜಲಾಶಯದಿಂದ ಸೋಮವಾರ 1.20 ಲಕ್ಷ ಕ್ಯೂಸೆಕ್ ನೀರು ಹರಿಸಲಾಗುತ್ತಿದ್ದು ಹಂಪಿಯ ಶ್ರೀ ಕೋದಂಡ ರಾಮ ದೇವಸ್ಥಾನದ ಮೆಟ್ಟಿಲುಗಳ ನೀರು ತಲುಪಿದ್ದು, ದೇವಸ್ಥಾನದ ಪ್ರದಕ್ಷಿಣೆ ಮಾರ್ಗ ಜಲಾವೃತಗೊಂಡಿದೆ. ಪ್ರವಾಸಿಗರು ನದಿ ತೀರದತ್ತ ತೆರಳದಂತೆ ಹಾಗೂ ವಿವಿಧ ಪ್ರದೇಶಗಳಲ್ಲಿ ಎಚ್ಚರಿಕೆ ನೀಡಲಾಗಿದೆ. ಭಾನುವಾರ ಸಂಜೆ 1.10 ಲಕ್ಷ ಕ್ಯೂಸೆಕ್ ಇದ್ದ ಹೊರ ಹರಿವು ಸೋಮವಾರ ಮಧ್ಯಾಹ್ನದ ವೇಳೆಗೆ 1.20 ಲಕ್ಷ ಕ್ಯೂಸೆಕ್‌ಗೆ ಏರಿಕೆಯಾಗಿದೆ. ಜಲಾಶಯದ 27 ಕ್ರಸ್ಟ್ ಗೇಟ್‌ಗಳಿಂದ ನೀರು ಹರಿಬಿಡಲಾಗುತ್ತಿದ್ದು, ಇದರಿಂದಾಗಿ ವಿಜಯನಗರ ಹಾಗೂ ನದಿ ಪಾತ್ರದ ವಿವಿಧ ಭಾಗಗಳಲ್ಲಿ ಪ್ರವಾಹ ಭೀತಿ ಎದುರಾಗಿದೆ. ಸೋಮವಾರ ಮಧ್ಯಾಹ್ನ ಜಲಾಶಯದಿಂದ ಹರಿಸುತ್ತಿರುವ ನೀರಿನ ಪ್ರಮಾಣ 1.19 ಲಕ್ಷ ಕ್ಯೂಸೆಕ್ ಆಗಿದೆ ಎಂದು ಅಧಿಕಾರಿಗಳು ತಿಳಿಸಿದ್ದಾರೆ.: [4, 120, 272, 257]
- article-ramulu: [710, 1194, 942, 1478]
- article-border-schools: [4, 1194, 534, 1478]
- karjol-portrait: [501, 926, 549, 986]
- registration-marks-left: [70, 1482, 110, 1495]
- byline-marker: [4, 1253, 10, 1259]
- sub-schools: ಅನುದಾನ ಕಡಿತ:: [92, 1344, 134, 1354]
- inner-title-flag: ಕಾಂಗ್ರೆಸ್ ಧ್ವಜ ನಿರಂತರವಾಗಿ ಹಾರಲಿದೆ: [538, 471, 661, 482]
- body-nadda: [184, 944, 390, 1158]
